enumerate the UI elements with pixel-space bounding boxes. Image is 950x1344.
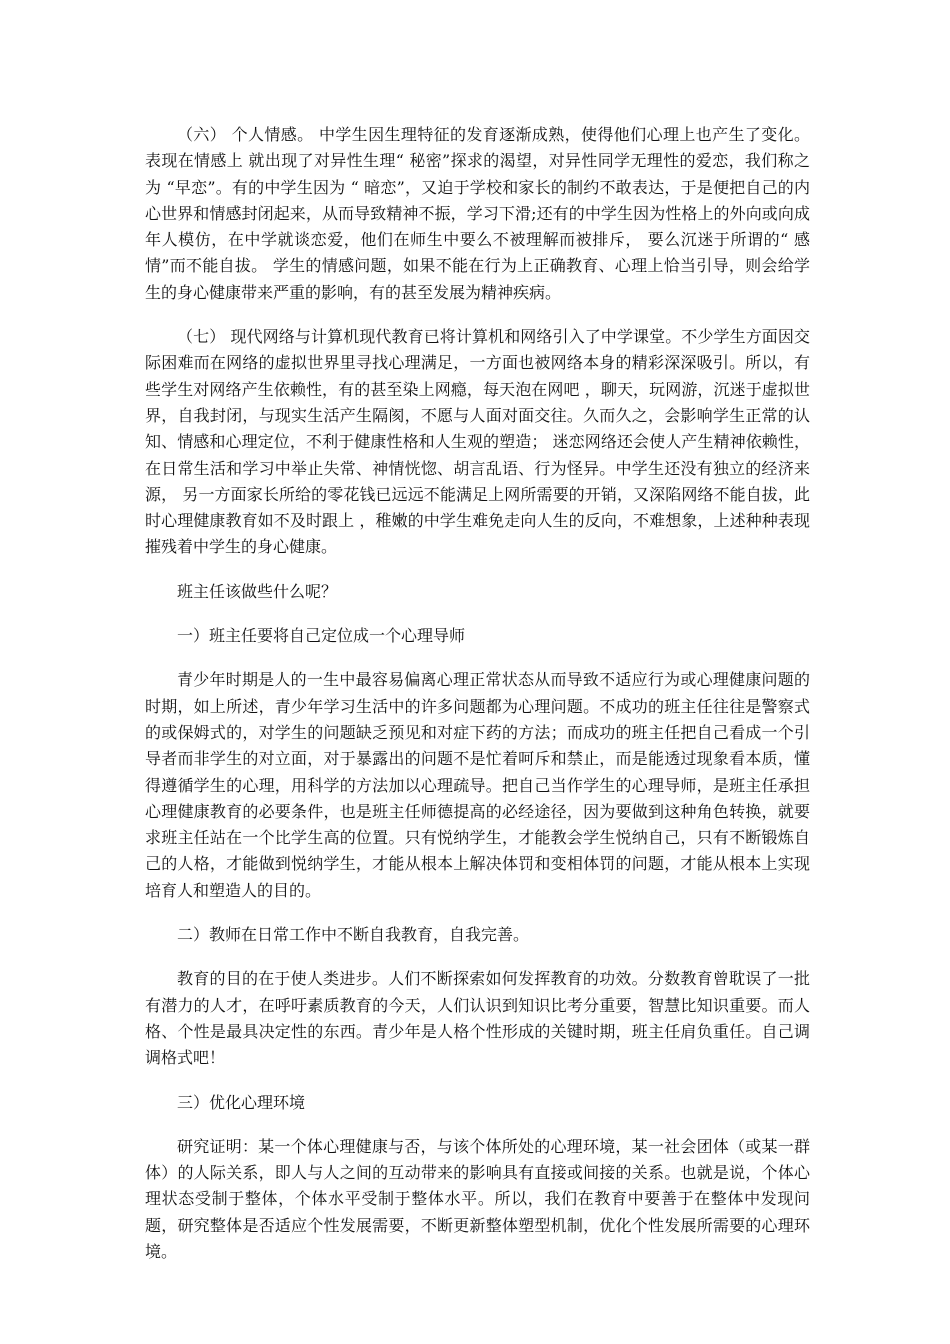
paragraph-network-computer: （七） 现代网络与计算机现代教育已将计算机和网络引入了中学课堂。不少学生方面因交际困难而在网络的虚拟世界里寻找心理满足，一方面也被网络本身的精彩深深吸引。所以，有些学生对网络产生依赖性，有的甚至染上网瘾，每天泡在网吧 ，聊天，玩网游，沉迷于虚拟世界，自我封闭，与现实生活产生隔阂，不愿与人面对面交往。久而久之，会影响学生正常的认知、情感和心理定位，不利于健康性格和人生观的塑造； 迷恋网络还会使人产生精神依赖性，在日常生活和学习中举止失常、神情恍惚、胡言乱语、行为怪异。中学生还没有独立的经济来源， 另一方面家长所给的零花钱已远远不能满足上网所需要的开销，又深陷网络不能自拔，此时心理健康教育如不及时跟上 ，稚嫩的中学生难免走向人生的反向，不难想象，上述种种表现摧残着中学生的身心健康。 bbox=[145, 327, 810, 557]
paragraph-personal-emotion: （六） 个人情感。 中学生因生理特征的发育逐渐成熟，使得他们心理上也产生了变化。表现在情感上 就出现了对异性生理“ 秘密”探求的渴望，对异性同学无理性的爱恋，我们称之为 “早恋”。有的中学生因为 “ 暗恋”，又迫于学校和家长的制约不敢表达，于是便把自己的内心世界和情感封闭起来，从而导致精神不振，学习下滑;还有的中学生因为性格上的外向或向成年人模仿，在中学就谈恋爱，他们在师生中要么不被理解而被排斥， 要么沉迷于所谓的“ 感情”而不能自拔。 学生的情感问题，如果不能在行为上正确教育、心理上恰当引导，则会给学生的身心健康带来严重的影响，有的甚至发展为精神疾病。 bbox=[145, 125, 810, 302]
section-heading-2: 二）教师在日常工作中不断自我教育，自我完善。 bbox=[177, 925, 530, 945]
paragraph-education-purpose: 教育的目的在于使人类进步。人们不断探索如何发挥教育的功效。分数教育曾耽误了一批有潜力的人才，在呼吁素质教育的今天，人们认识到知识比考分重要，智慧比知识重要。而人格、个性是最具决定性的东西。青少年是人格个性形成的关键时期，班主任肩负重任。自己调调格式吧！ bbox=[145, 969, 810, 1068]
document-page bbox=[145, 122, 810, 1283]
paragraph-research-proof: 研究证明：某一个体心理健康与否，与该个体所处的心理环境，某一社会团体（或某一群体）的人际关系，即人与人之间的互动带来的影响具有直接或间接的关系。也就是说，个体心理状态受制于整体，个体水平受制于整体水平。所以，我们在教育中要善于在整体中发现问题，研究整体是否适应个性发展需要，不断更新整体塑型机制，优化个性发展所需要的心理环境。 bbox=[145, 1136, 810, 1261]
section-heading-1: 一）班主任要将自己定位成一个心理导师 bbox=[177, 626, 466, 646]
section-heading-3: 三）优化心理环境 bbox=[177, 1092, 306, 1112]
paragraph-psychological-mentor: 青少年时期是人的一生中最容易偏离心理正常状态从而导致不适应行为或心理健康问题的时期，如上所述，青少年学习生活中的许多问题都为心理问题。不成功的班主任往往是警察式的或保姆式的，对学生的问题缺乏预见和对症下药的方法；而成功的班主任把自己看成一个引导者而非学生的对立面，对于暴露出的问题不是忙着呵斥和禁止，而是能透过现象看本质，懂得遵循学生的心理，用科学的方法加以心理疏导。把自己当作学生的心理导师，是班主任承担心理健康教育的必要条件，也是班主任师德提高的必经途径，因为要做到这种角色转换，就要求班主任站在一个比学生高的位置。只有悦纳学生，才能教会学生悦纳自己，只有不断锻炼自己的人格，才能做到悦纳学生，才能从根本上解决体罚和变相体罚的问题，才能从根本上实现培育人和塑造人的目的。 bbox=[145, 670, 810, 900]
question-heading: 班主任该做些什么呢？ bbox=[177, 581, 338, 601]
